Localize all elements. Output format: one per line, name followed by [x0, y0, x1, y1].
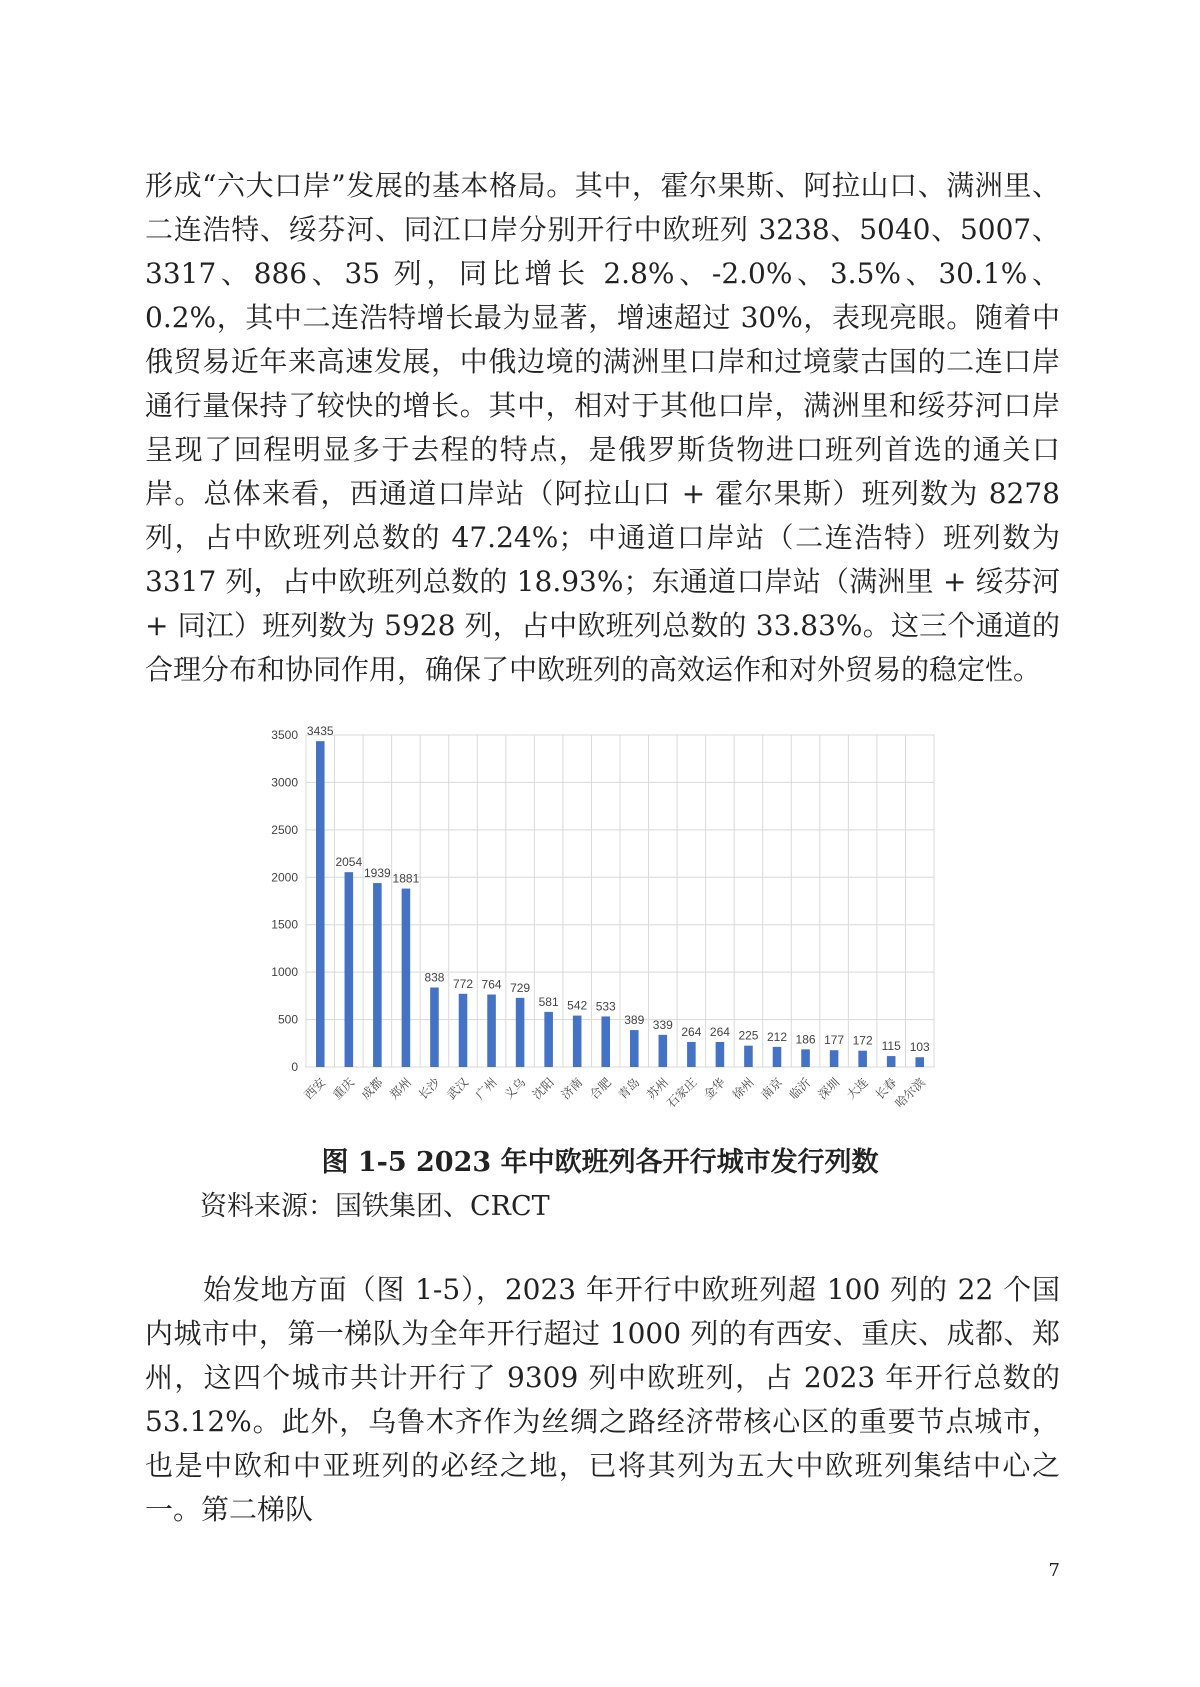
- bar: [373, 883, 382, 1067]
- category-label: 南京: [758, 1075, 786, 1103]
- bar: [801, 1049, 810, 1067]
- bar: [316, 741, 325, 1067]
- y-tick-label: 3000: [271, 775, 298, 790]
- data-label: 225: [738, 1028, 759, 1043]
- y-tick-label: 2500: [271, 822, 298, 837]
- figure-caption: 图 1-5 2023 年中欧班列各开行城市发行列数: [321, 1147, 879, 1178]
- bar: [687, 1042, 696, 1067]
- category-label: 武汉: [444, 1075, 472, 1103]
- bar: [544, 1012, 553, 1067]
- category-label: 郑州: [387, 1075, 415, 1103]
- category-label: 金华: [701, 1075, 729, 1103]
- category-label: 合肥: [586, 1075, 614, 1103]
- data-label: 772: [452, 976, 474, 991]
- data-label: 264: [681, 1024, 702, 1039]
- data-label: 103: [909, 1040, 930, 1055]
- bar: [659, 1035, 668, 1067]
- data-label: 115: [881, 1039, 901, 1054]
- bar: [345, 872, 354, 1067]
- category-label: 苏州: [644, 1075, 671, 1103]
- data-label: 186: [795, 1032, 816, 1047]
- y-tick-label: 3500: [271, 728, 298, 742]
- data-label: 2054: [335, 855, 363, 870]
- bar: [887, 1056, 896, 1067]
- category-label: 青岛: [615, 1075, 643, 1103]
- data-label: 1939: [364, 866, 391, 881]
- category-label: 深圳: [815, 1075, 843, 1103]
- bar: [773, 1047, 782, 1067]
- category-label: 成都: [358, 1075, 386, 1103]
- bar: [601, 1016, 610, 1067]
- data-label: 212: [766, 1029, 788, 1044]
- chart-category-labels: [301, 1074, 928, 1111]
- category-label: 济南: [558, 1075, 586, 1103]
- category-label: 长春: [872, 1075, 900, 1103]
- y-tick-label: 0: [291, 1060, 298, 1074]
- bar: [858, 1051, 867, 1067]
- page-number: 7: [1048, 1560, 1060, 1581]
- bar: [402, 889, 411, 1067]
- y-tick-label: 1500: [271, 917, 298, 932]
- category-label: 徐州: [729, 1075, 757, 1103]
- chart-y-axis: [271, 728, 298, 1074]
- bar: [630, 1030, 639, 1067]
- data-label: 172: [852, 1033, 873, 1048]
- category-label: 大连: [843, 1075, 871, 1103]
- data-label: 339: [652, 1017, 673, 1032]
- data-label: 581: [538, 994, 559, 1009]
- chart-grid: [306, 735, 934, 1067]
- bar: [830, 1050, 839, 1067]
- data-label: 1881: [392, 871, 420, 886]
- category-label: 石家庄: [664, 1075, 700, 1111]
- category-label: 广州: [472, 1075, 500, 1103]
- y-tick-label: 500: [277, 1012, 298, 1027]
- category-label: 沈阳: [529, 1075, 557, 1103]
- category-label: 哈尔滨: [892, 1075, 928, 1111]
- category-label: 长沙: [415, 1075, 443, 1103]
- bar: [716, 1042, 725, 1067]
- bar: [915, 1057, 924, 1067]
- data-label: 542: [567, 998, 588, 1013]
- category-label: 重庆: [330, 1075, 357, 1103]
- data-label: 764: [481, 977, 502, 992]
- category-label: 西安: [301, 1075, 329, 1103]
- y-tick-label: 1000: [271, 965, 298, 980]
- bar: [573, 1016, 582, 1067]
- y-tick-label: 2000: [271, 870, 298, 885]
- data-label: 389: [624, 1013, 645, 1028]
- data-label: 264: [709, 1024, 730, 1039]
- category-label: 义乌: [501, 1075, 529, 1103]
- data-label: 533: [595, 999, 616, 1014]
- bar: [516, 998, 525, 1067]
- body-paragraph-2: 始发地方面（图 1-5），2023 年开行中欧班列超 100 列的 22 个国内城市中，第一梯队为全年开行超过 1000 列的有西安、重庆、成都、郑州，这四个城市共计开行了 9309 列中欧班列，占 2023 年开行总数的 53.12%。此外，乌鲁木齐作为丝绸之路经济带核心区的重要节点城市，也是中欧和中亚班列的必经之地，已将其列为五大中欧班列集结中心之一。第二梯队: [145, 1273, 1060, 1526]
- data-label: 729: [510, 980, 531, 995]
- bar-chart-svg: [258, 720, 944, 1130]
- data-label: 3435: [306, 724, 334, 739]
- bar: [487, 995, 496, 1067]
- figure-source: 资料来源：国铁集团、CRCT: [200, 1191, 550, 1222]
- bar-chart: [258, 720, 944, 1130]
- body-paragraph-1: 形成“六大口岸”发展的基本格局。其中，霍尔果斯、阿拉山口、满洲里、二连浩特、绥芬河、同江口岸分别开行中欧班列 3238、5040、5007、3317、886、35 列，同比增长 2.8%、-2.0%、3.5%、30.1%、0.2%，其中二连浩特增长最为显著，增速超过 30%，表现亮眼。随着中俄贸易近年来高速发展，中俄边境的满洲里口岸和过境蒙古国的二连口岸通行量保持了较快的增长。其中，相对于其他口岸，满洲里和绥芬河口岸呈现了回程明显多于去程的特点，是俄罗斯货物进口班列首选的通关口岸。总体来看，西通道口岸站（阿拉山口 + 霍尔果斯）班列数为 8278 列，占中欧班列总数的 47.24%；中通道口岸站（二连浩特）班列数为 3317 列，占中欧班列总数的 18.93%；东通道口岸站（满洲里 + 绥芬河 + 同江）班列数为 5928 列，占中欧班列总数的 33.83%。这三个通道的合理分布和协同作用，确保了中欧班列的高效运作和对外贸易的稳定性。: [145, 169, 1060, 686]
- bar: [459, 994, 468, 1067]
- category-label: 临沂: [786, 1075, 814, 1103]
- data-label: 838: [424, 970, 445, 985]
- data-label: 177: [824, 1033, 845, 1048]
- bar: [744, 1046, 753, 1067]
- bar: [430, 988, 439, 1067]
